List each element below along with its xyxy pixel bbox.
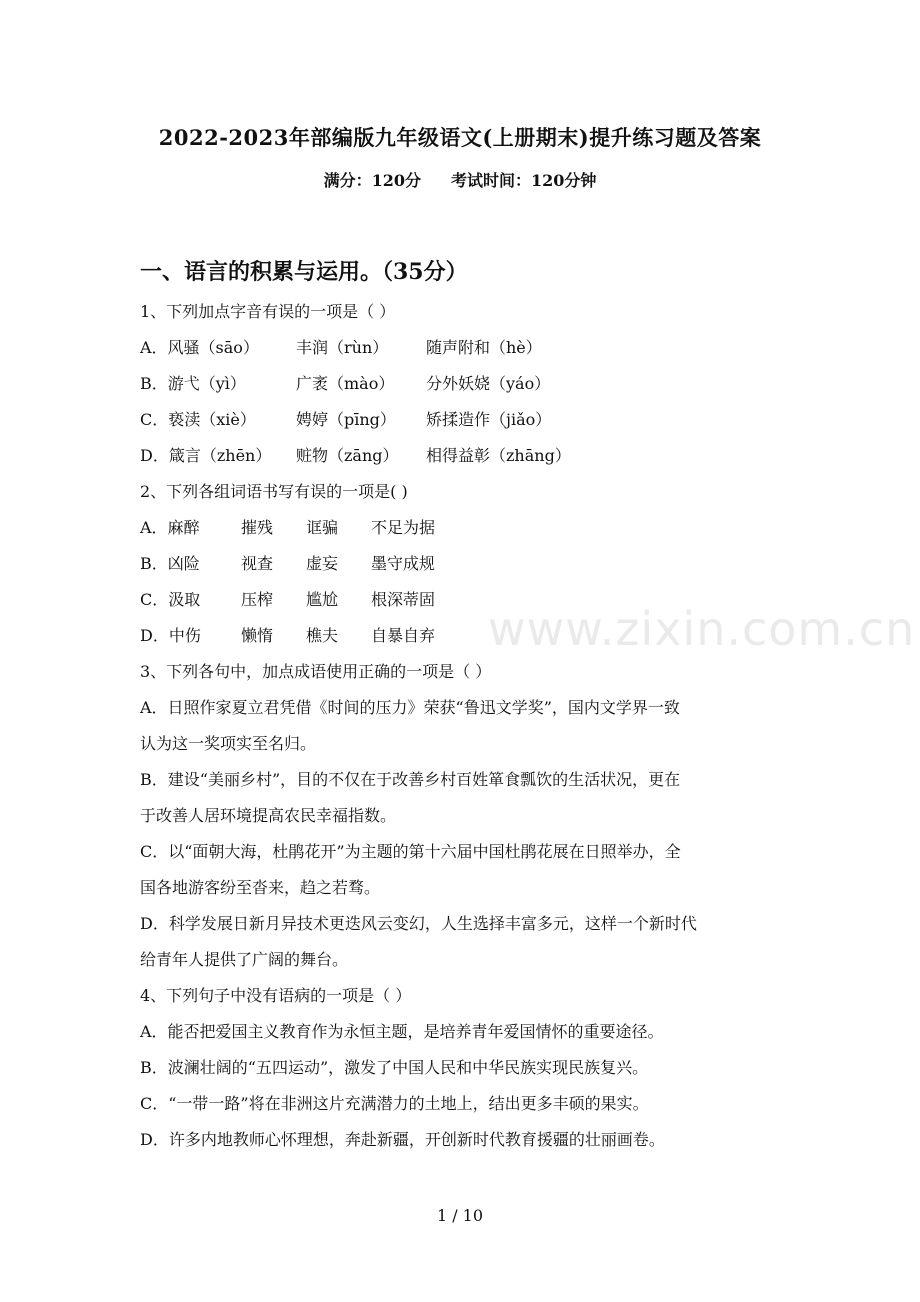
q3-line: C．以“面朝大海，杜鹃花开”为主题的第十六届中国杜鹃花展在日照举办，全	[140, 842, 681, 861]
q2-a-4: 不足为据	[371, 518, 436, 537]
q2-stem: 2、下列各组词语书写有误的一项是( )	[140, 482, 408, 501]
q2-a-3: 诓骗	[306, 518, 339, 537]
q3-line: 国各地游客纷至沓来，趋之若骛。	[140, 878, 381, 897]
q2-c-3: 尴尬	[306, 590, 339, 609]
q2-a-1: A．麻醉	[140, 518, 200, 537]
page-number: 1 / 10	[436, 1206, 484, 1225]
q2-b-1: B．凶险	[140, 554, 200, 573]
q2-d-3: 樵夫	[306, 626, 339, 645]
q1-a-1: A．风骚（sāo）	[140, 338, 259, 357]
q2-b-4: 墨守成规	[371, 554, 436, 573]
q2-b-3: 虚妄	[306, 554, 339, 573]
q2-option-d	[140, 626, 435, 646]
q2-option-c	[140, 590, 435, 610]
q1-a-3: 随声附和（hè）	[426, 338, 542, 357]
q3-stem: 3、下列各句中，加点成语使用正确的一项是（ ）	[140, 662, 492, 681]
q1-option-d	[140, 446, 571, 466]
q2-c-2: 压榨	[241, 590, 274, 609]
q2-c-1: C．汲取	[140, 590, 201, 609]
q1-stem: 1、下列加点字音有误的一项是（ ）	[140, 302, 396, 321]
q1-c-2: 娉婷（pīng）	[296, 410, 396, 429]
q2-d-1: D．中伤	[140, 626, 201, 645]
q3-line: B．建设“美丽乡村”，目的不仅在于改善乡村百姓箪食瓢饮的生活状况，更在	[140, 770, 681, 789]
q2-a-2: 摧残	[241, 518, 274, 537]
q2-option-a	[140, 518, 435, 538]
q1-b-3: 分外妖娆（yáo）	[426, 374, 551, 393]
q1-option-a	[140, 338, 542, 358]
q2-b-2: 视查	[241, 554, 274, 573]
document-title: 2022-2023年部编版九年级语文(上册期末)提升练习题及答案	[158, 125, 762, 150]
exam-info	[0, 168, 920, 191]
q2-option-b	[140, 554, 435, 574]
q2-d-4: 自暴自弃	[371, 626, 436, 645]
watermark: www.zixin.com.cn	[488, 602, 916, 656]
q1-d-3: 相得益彰（zhāng）	[426, 446, 571, 465]
q4-option-a: A．能否把爱国主义教育作为永恒主题，是培养青年爱国情怀的重要途径。	[140, 1022, 664, 1041]
q1-c-3: 矫揉造作（jiǎo）	[426, 410, 552, 429]
q1-b-1: B．游弋（yì）	[140, 374, 246, 393]
q1-a-2: 丰润（rùn）	[296, 338, 389, 357]
q1-b-2: 广袤（mào）	[296, 374, 395, 393]
q1-c-1: C．亵渎（xiè）	[140, 410, 256, 429]
q4-option-d: D．许多内地教师心怀理想，奔赴新疆，开创新时代教育援疆的壮丽画卷。	[140, 1130, 665, 1149]
q3-line: 于改善人居环境提高农民幸福指数。	[140, 806, 397, 825]
q1-option-b	[140, 374, 550, 394]
full-score: 满分：120分	[323, 171, 421, 190]
q1-d-2: 赃物（zāng）	[296, 446, 399, 465]
q2-d-2: 懒惰	[241, 626, 274, 645]
q4-stem: 4、下列句子中没有语病的一项是（ ）	[140, 986, 412, 1005]
q4-option-b: B．波澜壮阔的“五四运动”，激发了中国人民和中华民族实现民族复兴。	[140, 1058, 649, 1077]
q3-line: D．科学发展日新月异技术更迭风云变幻，人生选择丰富多元，这样一个新时代	[140, 914, 697, 933]
q2-c-4: 根深蒂固	[371, 590, 436, 609]
q1-d-1: D．箴言（zhēn）	[140, 446, 272, 465]
q3-line: 认为这一奖项实至名归。	[140, 734, 317, 753]
exam-time: 考试时间：120分钟	[451, 171, 597, 190]
q3-line: 给青年人提供了广阔的舞台。	[140, 950, 349, 969]
q3-line: A．日照作家夏立君凭借《时间的压力》荣获“鲁迅文学奖”，国内文学界一致	[140, 698, 680, 717]
q4-option-c: C．“一带一路”将在非洲这片充满潜力的土地上，结出更多丰硕的果实。	[140, 1094, 649, 1113]
q1-option-c	[140, 410, 551, 430]
section-heading: 一、语言的积累与运用。（35分）	[140, 259, 468, 285]
